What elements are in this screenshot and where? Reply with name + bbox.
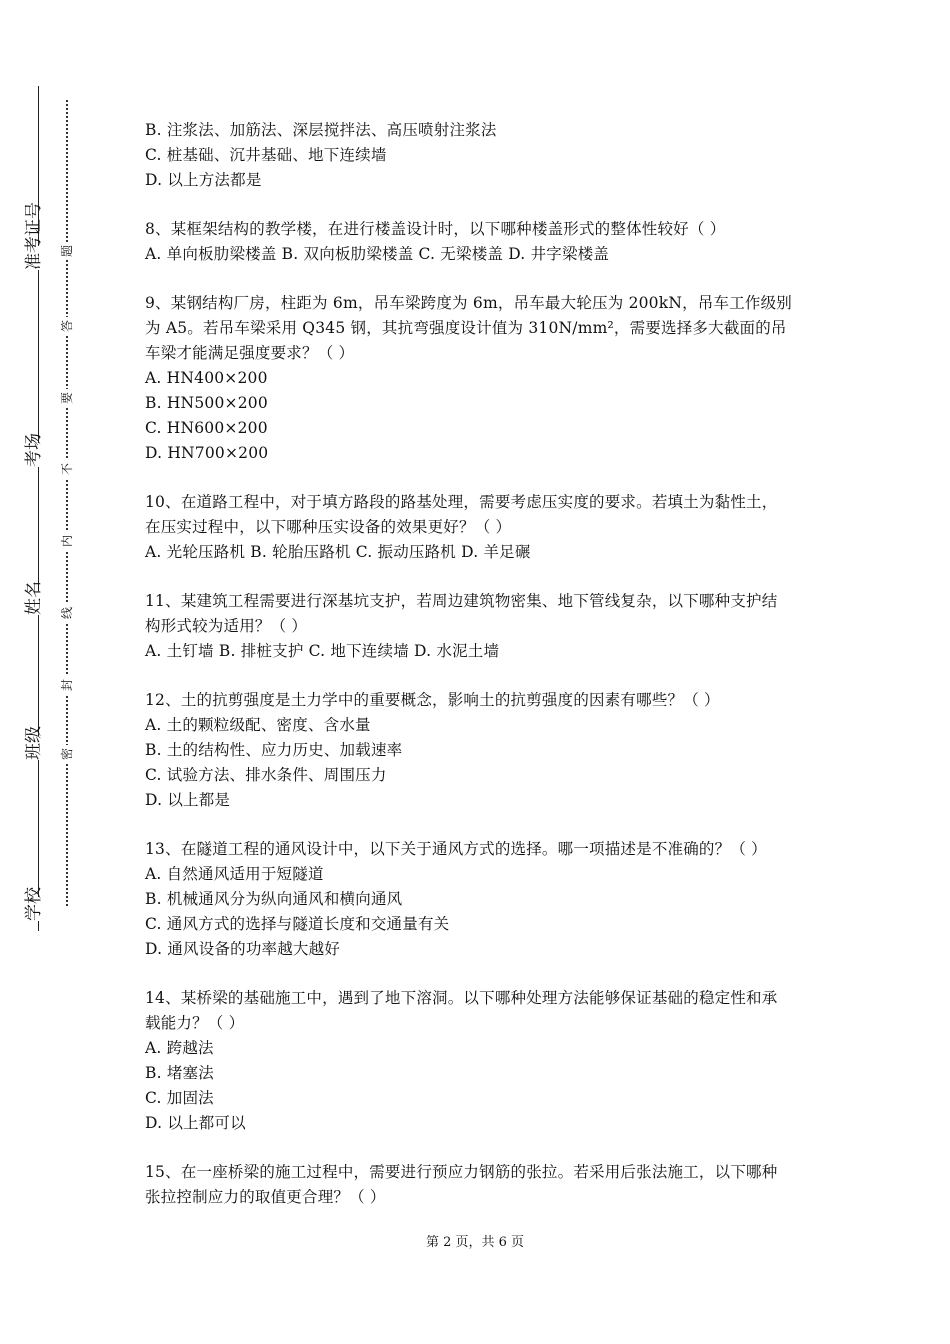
question-15 xyxy=(145,1160,813,1210)
question-stem: 8、某框架结构的教学楼，在进行楼盖设计时，以下哪种楼盖形式的整体性较好（ ） xyxy=(145,220,726,238)
question-stem: 13、在隧道工程的通风设计中，以下关于通风方式的选择。哪一项描述是不准确的？（ ） xyxy=(145,840,767,858)
field-school: 学校 xyxy=(21,897,47,921)
option-line: A. 土钉墙 B. 排桩支护 C. 地下连续墙 D. 水泥土墙 xyxy=(145,642,500,660)
option-b: B. 土的结构性、应力历史、加载速率 xyxy=(145,741,403,759)
question-stem: 10、在道路工程中，对于填方路段的路基处理，需要考虑压实度的要求。若填土为黏性土， xyxy=(145,493,778,511)
option-d: D. 通风设备的功率越大越好 xyxy=(145,940,341,958)
question-7-continued xyxy=(145,118,813,193)
option-d: D. 以上都可以 xyxy=(145,1114,246,1132)
option-b: B. 注浆法、加筋法、深层搅拌法、高压喷射注浆法 xyxy=(145,121,497,139)
seal-char-mi: 密 xyxy=(59,745,75,763)
question-stem: 车梁才能满足强度要求？（ ） xyxy=(145,344,355,362)
option-c: C. 试验方法、排水条件、周围压力 xyxy=(145,766,387,784)
option-d: D. HN700×200 xyxy=(145,444,269,462)
page-number: 第 2 页，共 6 页 xyxy=(425,1235,525,1250)
seal-char-feng: 封 xyxy=(59,676,75,694)
option-c: C. 桩基础、沉井基础、地下连续墙 xyxy=(145,146,387,164)
option-b: B. 机械通风分为纵向通风和横向通风 xyxy=(145,890,403,908)
seal-char-nei: 内 xyxy=(59,532,75,550)
question-8 xyxy=(145,217,813,267)
seal-char-bu: 不 xyxy=(59,460,75,478)
question-stem: 11、某建筑工程需要进行深基坑支护，若周边建筑物密集、地下管线复杂，以下哪种支护结 xyxy=(145,592,778,610)
option-c: C. HN600×200 xyxy=(145,419,268,437)
question-12 xyxy=(145,688,813,813)
question-stem: 14、某桥梁的基础施工中，遇到了地下溶洞。以下哪种处理方法能够保证基础的稳定性和承 xyxy=(145,989,778,1007)
option-d: D. 以上方法都是 xyxy=(145,171,262,189)
question-9 xyxy=(145,291,813,466)
option-line: A. 单向板肋梁楼盖 B. 双向板肋梁楼盖 C. 无梁楼盖 D. 井字梁楼盖 xyxy=(145,245,610,263)
question-stem: 为 A5。若吊车梁采用 Q345 钢，其抗弯强度设计值为 310N/mm²，需要选择多大截面的吊 xyxy=(145,319,787,337)
seal-char-xian: 线 xyxy=(59,604,75,622)
question-stem: 张拉控制应力的取值更合理？（ ） xyxy=(145,1188,386,1206)
question-10 xyxy=(145,490,813,565)
option-b: B. 堵塞法 xyxy=(145,1064,214,1082)
seal-char-yao: 要 xyxy=(59,389,75,407)
question-stem: 9、某钢结构厂房，柱距为 6m，吊车梁跨度为 6m，吊车最大轮压为 200kN，吊车工作级别 xyxy=(145,294,793,312)
question-13 xyxy=(145,837,813,962)
question-stem: 15、在一座桥梁的施工过程中，需要进行预应力钢筋的张拉。若采用后张法施工，以下哪种 xyxy=(145,1163,778,1181)
field-exam-id: 准考证号 xyxy=(21,246,47,270)
field-class: 班级 xyxy=(21,736,47,760)
question-14 xyxy=(145,986,813,1136)
seal-char-da: 答 xyxy=(59,317,75,335)
option-b: B. HN500×200 xyxy=(145,394,268,412)
question-stem: 在压实过程中，以下哪种压实设备的效果更好？（ ） xyxy=(145,518,512,536)
question-stem: 12、土的抗剪强度是土力学中的重要概念，影响土的抗剪强度的因素有哪些？（ ） xyxy=(145,691,720,709)
option-line: A. 光轮压路机 B. 轮胎压路机 C. 振动压路机 D. 羊足碾 xyxy=(145,543,531,561)
question-11 xyxy=(145,589,813,664)
seal-char-ti: 题 xyxy=(59,242,75,260)
option-d: D. 以上都是 xyxy=(145,791,231,809)
seal-dotted-line xyxy=(66,100,68,906)
binding-margin xyxy=(0,0,110,1344)
question-list xyxy=(145,118,813,1234)
field-exam-room: 考场 xyxy=(21,443,47,467)
option-c: C. 通风方式的选择与隧道长度和交通量有关 xyxy=(145,915,450,933)
option-a: A. 自然通风适用于短隧道 xyxy=(145,865,324,883)
option-a: A. HN400×200 xyxy=(145,369,268,387)
field-name: 姓名 xyxy=(21,591,47,615)
option-a: A. 跨越法 xyxy=(145,1039,214,1057)
question-stem: 构形式较为适用？（ ） xyxy=(145,617,308,635)
option-c: C. 加固法 xyxy=(145,1089,214,1107)
option-a: A. 土的颗粒级配、密度、含水量 xyxy=(145,716,371,734)
question-stem: 载能力？（ ） xyxy=(145,1014,245,1032)
